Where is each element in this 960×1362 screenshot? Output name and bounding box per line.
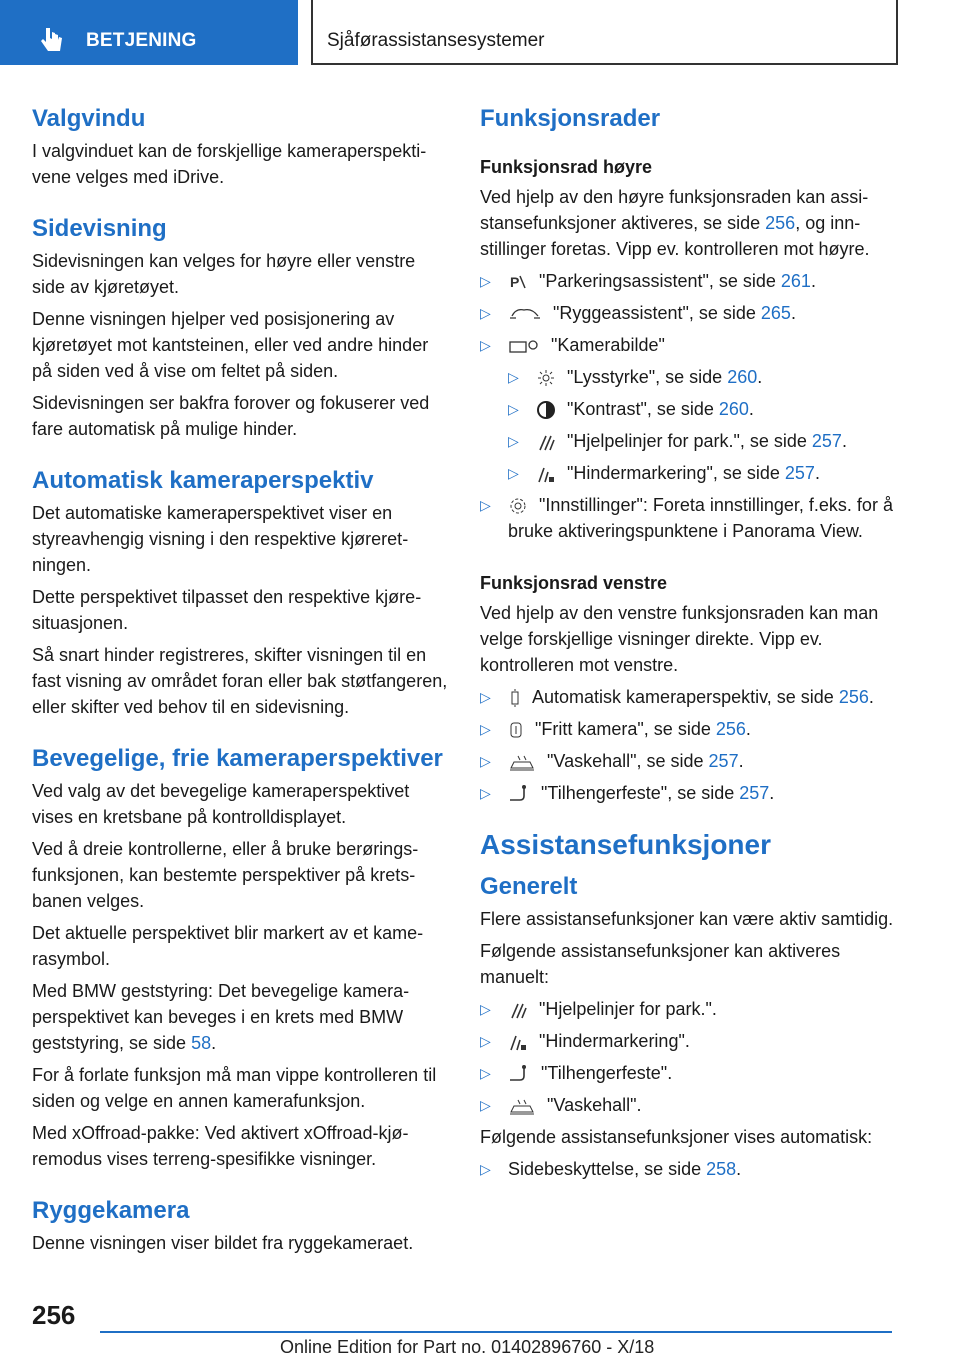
car-wash-icon — [508, 752, 536, 772]
obstacle-marking-icon — [536, 464, 556, 484]
bullet-triangle-icon: ▷ — [480, 1033, 491, 1049]
text: "Fritt kamera", se side — [535, 719, 716, 739]
text: "Vaskehall". — [547, 1095, 642, 1115]
page-link[interactable]: 265 — [760, 303, 791, 323]
list-item — [508, 460, 900, 486]
list — [480, 268, 900, 544]
text: "Hjelpelinjer for park.", se side — [567, 431, 812, 451]
heading-generelt: Generelt — [480, 873, 578, 900]
page-link[interactable]: 256 — [765, 213, 796, 233]
paragraph: Denne visningen hjelper ved posisjonering av kjøretøyet mot kantsteinen, eller ved andre hinder på siden ved å vise om feltet på siden. — [32, 309, 429, 381]
paragraph: Ved valg av det bevegelige kameraperspektivet vises en kretsbane på kontrolldisplayet. — [32, 781, 410, 827]
sub-list — [508, 364, 900, 486]
text: "Kamerabilde" — [551, 335, 665, 355]
heading-sidevisning: Sidevisning — [32, 215, 167, 242]
section-label: BETJENING — [86, 30, 197, 51]
edition-text: Online Edition for Part no. 01402896760 - X/18 — [280, 1337, 655, 1357]
settings-gear-icon — [508, 496, 528, 516]
page-link[interactable]: 256 — [838, 687, 869, 707]
parking-lines-icon — [536, 432, 556, 452]
heading-valgvindu: Valgvindu — [32, 105, 146, 132]
chapter-header — [311, 0, 898, 65]
list-item — [480, 492, 900, 544]
text: . — [748, 399, 754, 419]
bullet-triangle-icon: ▷ — [480, 305, 491, 321]
paragraph: Flere assistansefunksjoner kan være aktiv samtidig. — [480, 909, 894, 929]
chapter-title: Sjåførassistansesystemer — [327, 30, 545, 51]
camera-image-icon — [508, 336, 540, 356]
list-item — [480, 332, 900, 486]
paragraph — [32, 978, 452, 1056]
page-link[interactable]: 257 — [784, 463, 815, 483]
contrast-icon — [536, 400, 556, 420]
paragraph: Følgende assistansefunksjoner kan aktiveres manuelt: — [480, 941, 841, 987]
paragraph: Ved å dreie kontrollerne, eller å bruke berøringsfunksjonen, kan bestemte perspektiver på kretsbanen velges. — [32, 839, 419, 911]
text: "Hindermarkering". — [539, 1031, 690, 1051]
obstacle-marking-icon — [508, 1032, 528, 1052]
bullet-triangle-icon: ▷ — [480, 753, 491, 769]
text: . — [211, 1033, 217, 1053]
list-item — [480, 300, 900, 326]
heading-ryggekamera: Ryggekamera — [32, 1197, 190, 1224]
text: . — [769, 783, 775, 803]
heading-funksjonsrader: Funksjonsrader — [480, 105, 661, 132]
bullet-triangle-icon: ▷ — [480, 273, 491, 289]
paragraph: Det automatiske kameraperspektivet viser en styreavhengig visning i den respektive kjøreretningen. — [32, 503, 409, 575]
text: Med BMW geststyring: Det bevegelige kameraperspektivet kan beveges i en krets med BMW geststyring, se side — [32, 981, 410, 1053]
bullet-triangle-icon: ▷ — [480, 785, 491, 801]
paragraph: I valgvinduet kan de forskjellige kameraperspektivene velges med iDrive. — [32, 141, 427, 187]
text: . — [757, 367, 763, 387]
page-link[interactable]: 261 — [780, 271, 811, 291]
bullet-triangle-icon: ▷ — [508, 465, 519, 481]
list-item — [480, 1060, 900, 1086]
text: Sidebeskyttelse, se side — [508, 1159, 707, 1179]
bullet-triangle-icon: ▷ — [508, 433, 519, 449]
bullet-triangle-icon: ▷ — [480, 689, 491, 705]
bullet-triangle-icon: ▷ — [508, 369, 519, 385]
list-item — [508, 396, 900, 422]
heading-assistansefunksjoner: Assistansefunksjoner — [480, 829, 771, 860]
text: "Vaskehall", se side — [547, 751, 709, 771]
svg-text:P: P — [510, 274, 520, 291]
paragraph: Dette perspektivet tilpasset den respektive kjøresituasjonen. — [32, 587, 422, 633]
text: "Tilhengerfeste", se side — [541, 783, 740, 803]
text: "Lysstyrke", se side — [567, 367, 728, 387]
reversing-assistant-icon — [508, 304, 542, 324]
page-link[interactable]: 258 — [706, 1159, 737, 1179]
text: . — [814, 463, 820, 483]
text: , og innstillinger foretas. Vipp ev. kontrolleren mot høyre. — [480, 213, 870, 259]
list-item — [508, 364, 900, 390]
text: "Hjelpelinjer for park.". — [539, 999, 717, 1019]
list-item — [480, 1156, 900, 1182]
heading-auto-perspective: Automatisk kameraperspektiv — [32, 467, 374, 494]
hand-pointer-icon — [38, 24, 68, 54]
paragraph — [480, 184, 900, 262]
list-item — [480, 1092, 900, 1118]
paragraph: Ved hjelp av den venstre funksjonsraden kan man velge forskjellige visninger direkte. Vipp ev. kontrolleren mot venstre. — [480, 603, 879, 675]
text: "Ryggeassistent", se side — [553, 303, 761, 323]
parking-assistant-icon — [508, 272, 528, 292]
text: . — [810, 271, 816, 291]
text: Ved hjelp av den høyre funksjonsraden kan assistansefunksjoner aktiveres, se side — [480, 187, 869, 233]
heading-funksjonsrad-venstre: Funksjonsrad venstre — [480, 573, 668, 593]
parking-lines-icon — [508, 1000, 528, 1020]
text: "Kontrast", se side — [567, 399, 719, 419]
text: "Innstillinger": Foreta innstillinger, f.eks. for å bruke aktiveringspunktene i Panorama View. — [508, 495, 893, 541]
page-link[interactable]: 256 — [715, 719, 746, 739]
page-number: 256 — [32, 1300, 76, 1330]
list-item — [480, 1028, 900, 1054]
list-item — [480, 716, 900, 742]
bullet-triangle-icon: ▷ — [480, 1001, 491, 1017]
list-item — [480, 780, 900, 806]
free-camera-icon — [508, 720, 524, 740]
paragraph: Det aktuelle perspektivet blir markert av et kamerasymbol. — [32, 923, 424, 969]
list-item — [480, 748, 900, 774]
paragraph: Med xOffroad-pakke: Ved aktivert xOffroad-kjøremodus vises terreng-spesifikke visninger. — [32, 1123, 409, 1169]
bullet-triangle-icon: ▷ — [480, 721, 491, 737]
bullet-triangle-icon: ▷ — [508, 401, 519, 417]
auto-camera-icon — [508, 688, 522, 708]
page-link[interactable]: 58 — [191, 1033, 212, 1053]
text: . — [736, 1159, 742, 1179]
section-tab — [0, 0, 298, 65]
list-item — [508, 428, 900, 454]
bullet-triangle-icon: ▷ — [480, 1065, 491, 1081]
trailer-hitch-icon — [508, 1064, 530, 1084]
list-item — [480, 996, 900, 1022]
text: "Tilhengerfeste". — [541, 1063, 673, 1083]
bullet-triangle-icon: ▷ — [480, 497, 491, 513]
list — [480, 684, 900, 806]
text: . — [738, 751, 744, 771]
text: "Hindermarkering", se side — [567, 463, 785, 483]
list-item — [480, 684, 900, 710]
heading-funksjonsrad-hoyre: Funksjonsrad høyre — [480, 157, 653, 177]
paragraph: Så snart hinder registreres, skifter visningen til en fast visning av området foran eller bak støtfangeren, eller skifter ved behov til en sidevisning. — [32, 645, 448, 717]
text: Automatisk kameraperspektiv, se side — [532, 687, 839, 707]
page-link[interactable]: 260 — [718, 399, 749, 419]
brightness-icon — [536, 368, 556, 388]
car-wash-icon — [508, 1096, 536, 1116]
list — [480, 1156, 900, 1182]
list — [480, 996, 900, 1118]
text: . — [745, 719, 751, 739]
paragraph: Denne visningen viser bildet fra ryggekameraet. — [32, 1233, 414, 1253]
paragraph: For å forlate funksjon må man vippe kontrolleren til siden og velge en annen kamerafunksjon. — [32, 1065, 437, 1111]
text: . — [841, 431, 847, 451]
page-link[interactable]: 257 — [708, 751, 739, 771]
heading-moving-perspectives: Bevegelige, frie kameraperspektiver — [32, 745, 443, 772]
bullet-triangle-icon: ▷ — [480, 1097, 491, 1113]
paragraph: Sidevisningen kan velges for høyre eller venstre side av kjøretøyet. — [32, 251, 416, 297]
paragraph: Følgende assistansefunksjoner vises automatisk: — [480, 1127, 873, 1147]
paragraph: Sidevisningen ser bakfra forover og fokuserer ved fare automatisk på mulige hinder. — [32, 393, 430, 439]
page-link[interactable]: 260 — [727, 367, 758, 387]
page-link[interactable]: 257 — [811, 431, 842, 451]
left-column — [32, 100, 452, 1262]
page-link[interactable]: 257 — [739, 783, 770, 803]
text: . — [868, 687, 874, 707]
bullet-triangle-icon: ▷ — [480, 1161, 491, 1177]
list-item — [480, 268, 900, 294]
text: "Parkeringsassistent", se side — [539, 271, 781, 291]
right-column — [480, 100, 900, 1188]
bullet-triangle-icon: ▷ — [480, 337, 491, 353]
text: . — [790, 303, 796, 323]
trailer-hitch-icon — [508, 784, 530, 804]
footer-divider — [100, 1331, 892, 1333]
